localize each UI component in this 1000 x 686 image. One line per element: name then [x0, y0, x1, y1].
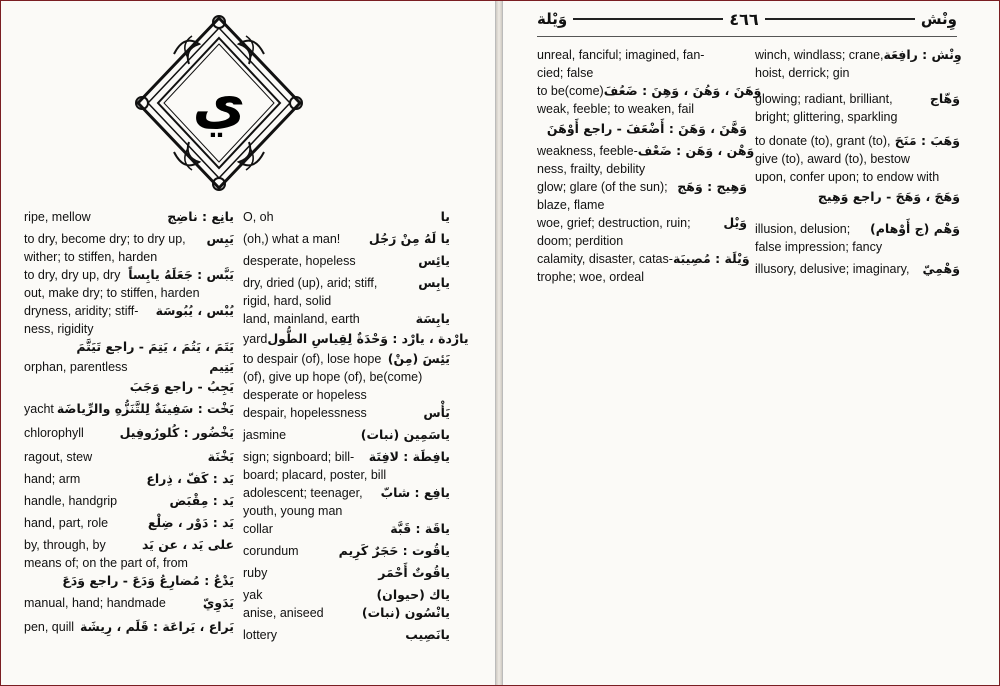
- dictionary-entry: [243, 604, 450, 622]
- entry-english: ragout, stew: [24, 450, 93, 464]
- entry-english: ness, frailty, debility: [537, 162, 646, 176]
- entry-arabic: يَبَّس : جَعَلَهُ يابِساً: [128, 267, 234, 282]
- dictionary-entry: [755, 132, 960, 150]
- entry-arabic: يَأْس: [423, 405, 450, 420]
- dictionary-entry: [243, 448, 450, 466]
- dictionary-entry: [243, 368, 450, 386]
- entry-arabic: ياقُوتٌ أَحْمَر: [378, 565, 450, 580]
- dictionary-entry: [24, 400, 234, 418]
- dictionary-entry: [243, 542, 450, 560]
- entry-arabic: ياقُوت : حَجَرٌ كَرِيم: [338, 543, 450, 558]
- entry-english: to despair (of), lose hope: [243, 352, 382, 366]
- dictionary-entry: [755, 64, 960, 82]
- header-right-word: وِنْش: [920, 10, 957, 28]
- entry-english: by, through, by: [24, 538, 106, 552]
- dictionary-entry: [537, 250, 750, 268]
- entry-arabic: يَبِس: [206, 231, 234, 246]
- entry-english: unreal, fanciful; imagined, fan-: [537, 48, 705, 62]
- dictionary-entry: [537, 196, 747, 214]
- entry-arabic: يَخْنَة: [207, 449, 234, 464]
- entry-english: O, oh: [243, 210, 274, 224]
- dictionary-entry: [243, 502, 450, 520]
- dictionary-entry: [537, 100, 747, 118]
- dictionary-entry: [755, 220, 960, 238]
- entry-english: cied; false: [537, 66, 594, 80]
- entry-arabic: ياك (حيوان): [376, 587, 450, 602]
- entry-english: out, make dry; to stiffen, harden: [24, 286, 200, 300]
- header-divider: [537, 36, 957, 37]
- entry-arabic: يَخْضُور : كُلورُوفِيل: [119, 425, 234, 440]
- entry-english: bright; glittering, sparkling: [755, 110, 898, 124]
- dictionary-entry: [24, 320, 234, 338]
- entry-english: yak: [243, 588, 263, 602]
- dictionary-entry: [537, 46, 747, 64]
- entry-english: to dry, become dry; to dry up,: [24, 232, 186, 246]
- entry-arabic: يانْسُون (نبات): [361, 605, 450, 620]
- entry-english: despair, hopelessness: [243, 406, 367, 420]
- entry-english: handle, handgrip: [24, 494, 118, 508]
- entry-english: yacht: [24, 402, 54, 416]
- entry-english: glowing; radiant, brilliant,: [755, 92, 893, 106]
- dictionary-entry: [243, 310, 450, 328]
- dictionary-entry: [755, 90, 960, 108]
- entry-arabic: وَهْمِيّ: [922, 261, 960, 276]
- entry-english: woe, grief; destruction, ruin;: [537, 216, 691, 230]
- dictionary-entry: [537, 214, 747, 232]
- entry-english: (of), give up hope (of), be(come): [243, 370, 423, 384]
- entry-arabic: يانِع : ناضِج: [167, 209, 234, 224]
- entry-english: to be(come): [537, 84, 604, 98]
- entry-arabic: وَيْلَة : مُصِيبَة: [672, 251, 750, 266]
- dictionary-entry: [537, 232, 747, 250]
- entry-english: desperate, hopeless: [243, 254, 356, 268]
- dictionary-entry: [24, 618, 234, 636]
- entry-english: calamity, disaster, catas-: [537, 252, 673, 266]
- dictionary-entry: [24, 536, 234, 554]
- entry-arabic: وَهَبَ : مَنَحَ: [894, 133, 960, 148]
- entry-arabic: يابِسَة: [415, 311, 450, 326]
- dictionary-entry: [24, 338, 234, 356]
- entry-arabic: ياقَة : قَبَّة: [390, 521, 450, 536]
- entry-english: anise, aniseed: [243, 606, 324, 620]
- entry-english: glow; glare (of the sun);: [537, 180, 668, 194]
- dictionary-entry: [537, 160, 747, 178]
- dictionary-entry: [243, 404, 450, 422]
- dictionary-entry: [243, 386, 450, 404]
- entry-english: wither; to stiffen, harden: [24, 250, 158, 264]
- dictionary-entry: [243, 292, 450, 310]
- entry-english: doom; perdition: [537, 234, 624, 248]
- entry-arabic: يانَصِيب: [405, 627, 450, 642]
- dictionary-entry: [243, 230, 450, 248]
- entry-english: trophe; woe, ordeal: [537, 270, 645, 284]
- entry-arabic: يَخْت : سَفِينَةٌ لِلتَّنَزُّهِ والرِّياضَة: [56, 401, 234, 416]
- entry-arabic: يَد : دَوْر ، ضِلْع: [147, 515, 234, 530]
- entry-arabic: وَهْن ، وَهَن : ضَعْف: [637, 143, 755, 158]
- entry-english: corundum: [243, 544, 299, 558]
- entry-arabic: وَيْل: [723, 215, 747, 230]
- dictionary-entry: [24, 448, 234, 466]
- entry-english: winch, windlass; crane,: [755, 48, 884, 62]
- dictionary-entry: [537, 82, 762, 100]
- entry-english: youth, young man: [243, 504, 343, 518]
- entry-english: weakness, feeble-: [537, 144, 638, 158]
- dictionary-entry: [24, 514, 234, 532]
- dictionary-entry: [243, 208, 450, 226]
- dictionary-entry: [537, 142, 755, 160]
- dictionary-entry: [24, 266, 234, 284]
- entry-english: give (to), award (to), bestow: [755, 152, 910, 166]
- entry-english: to donate (to), grant (to),: [755, 134, 891, 148]
- dictionary-entry: [243, 350, 450, 368]
- dictionary-entry: [243, 520, 450, 538]
- entry-arabic: ياسَمِين (نبات): [360, 427, 450, 442]
- dictionary-entry: [24, 378, 234, 396]
- dictionary-entry: [24, 470, 234, 488]
- entry-english: illusion, delusion;: [755, 222, 851, 236]
- dictionary-entry: [243, 330, 469, 348]
- entry-arabic: يافِطَة : لافِتَة: [368, 449, 450, 464]
- entry-arabic: على يَد ، عن يَد: [141, 537, 234, 552]
- dictionary-entry: [755, 46, 960, 64]
- dictionary-entry: [537, 64, 747, 82]
- entry-english: to dry, dry up, dry: [24, 268, 121, 282]
- entry-english: collar: [243, 522, 273, 536]
- dictionary-entry: [243, 586, 450, 604]
- entry-arabic: وَهَّنَ ، وَهَنَ : أَضْعَفَ - راجع أَوْهَنَ: [546, 121, 747, 136]
- entry-arabic: يَد : مِقْبَض: [169, 493, 234, 508]
- dictionary-entry: [243, 564, 450, 582]
- entry-english: pen, quill: [24, 620, 75, 634]
- dictionary-entry: [537, 120, 747, 138]
- dictionary-entry: [755, 188, 960, 206]
- dictionary-entry: [537, 268, 747, 286]
- entry-arabic: يَئِسَ (مِنْ): [387, 351, 450, 366]
- entry-english: means of; on the part of, from: [24, 556, 188, 570]
- entry-english: ripe, mellow: [24, 210, 91, 224]
- entry-english: desperate or hopeless: [243, 388, 367, 402]
- entry-english: blaze, flame: [537, 198, 605, 212]
- entry-english: ness, rigidity: [24, 322, 94, 336]
- dictionary-entry: [243, 274, 450, 292]
- entry-english: manual, hand; handmade: [24, 596, 166, 610]
- dictionary-entry: [755, 150, 960, 168]
- header-left-word: وَيْلة: [537, 10, 568, 28]
- dictionary-entry: [755, 260, 960, 278]
- entry-arabic: يا لَهُ مِنْ رَجُل: [368, 231, 450, 246]
- dictionary-entry: [24, 358, 234, 376]
- entry-arabic: يارْدة ، يارْد : وَحْدَةٌ لِقِياسِ الطُّول: [267, 331, 469, 346]
- dictionary-entry: [537, 178, 747, 196]
- dictionary-entry: [243, 484, 450, 502]
- dictionary-entry: [24, 492, 234, 510]
- entry-english: hoist, derrick; gin: [755, 66, 850, 80]
- header-rule: [765, 18, 915, 20]
- dictionary-entry: [24, 424, 234, 442]
- dictionary-entry: [755, 238, 960, 256]
- dictionary-entry: [24, 230, 234, 248]
- entry-english: false impression; fancy: [755, 240, 883, 254]
- entry-english: ruby: [243, 566, 268, 580]
- entry-arabic: يَدْعُ : مُضارِعُ وَدَعَ - راجع وَدَعَ: [62, 573, 234, 588]
- entry-english: illusory, delusive; imaginary,: [755, 262, 910, 276]
- entry-english: sign; signboard; bill-: [243, 450, 355, 464]
- entry-english: land, mainland, earth: [243, 312, 360, 326]
- entry-arabic: وَهْم (ج أَوْهام): [870, 221, 960, 236]
- dictionary-entry: [24, 284, 234, 302]
- entry-arabic: يَراع ، يَراعَة : قَلَم ، رِيشَة: [79, 619, 234, 634]
- entry-english: orphan, parentless: [24, 360, 128, 374]
- dictionary-entry: [24, 554, 234, 572]
- entry-english: upon, confer upon; to endow with: [755, 170, 940, 184]
- dictionary-entry: [243, 466, 450, 484]
- entry-arabic: يَجِبُ - راجع وَجَبَ: [129, 379, 234, 394]
- entry-english: rigid, hard, solid: [243, 294, 332, 308]
- header-rule: [573, 18, 723, 20]
- entry-arabic: يُبْس ، يُبُوسَة: [155, 303, 234, 318]
- dictionary-entry: [24, 594, 234, 612]
- entry-english: board; placard, poster, bill: [243, 468, 387, 482]
- entry-english: dry, dried (up), arid; stiff,: [243, 276, 378, 290]
- dictionary-entry: [755, 108, 960, 126]
- page-header: [537, 8, 957, 30]
- dictionary-entry: [24, 248, 234, 266]
- entry-english: adolescent; teenager,: [243, 486, 363, 500]
- dictionary-entry: [24, 572, 234, 590]
- letter-ornament: [134, 14, 304, 192]
- entry-arabic: يا: [440, 209, 450, 224]
- entry-english: (oh,) what a man!: [243, 232, 341, 246]
- entry-english: yard: [243, 332, 268, 346]
- entry-arabic: وَهَنَ ، وَهُنَ ، وَهِنَ : ضَعُفَ: [603, 83, 762, 98]
- dictionary-entry: [243, 252, 450, 270]
- dictionary-entry: [24, 302, 234, 320]
- entry-english: jasmine: [243, 428, 287, 442]
- entry-arabic: وَهِيج : وَهَج: [677, 179, 747, 194]
- dictionary-entry: [243, 426, 450, 444]
- entry-english: hand; arm: [24, 472, 81, 486]
- entry-english: dryness, aridity; stiff-: [24, 304, 139, 318]
- dictionary-entry: [243, 626, 450, 644]
- entry-english: chlorophyll: [24, 426, 84, 440]
- section-letter: ي: [192, 69, 246, 137]
- entry-arabic: وَهَجَ ، وَهَجَ - راجع وَهِيج: [817, 189, 960, 204]
- dictionary-entry: [24, 208, 234, 226]
- entry-english: lottery: [243, 628, 278, 642]
- entry-arabic: يَتَمَ ، يَتُمَ ، يَتِمَ - راجع تَيَتَّمَ: [76, 339, 234, 354]
- entry-arabic: يَد : كَفّ ، ذِراع: [146, 471, 234, 486]
- entry-arabic: يَتِيم: [209, 359, 234, 374]
- entry-arabic: يابِس: [418, 275, 450, 290]
- entry-arabic: وَهّاج: [929, 91, 960, 106]
- entry-english: hand, part, role: [24, 516, 109, 530]
- entry-arabic: يافِع : شابّ: [380, 485, 450, 500]
- page-number: ٤٦٦: [729, 9, 759, 29]
- entry-english: weak, feeble; to weaken, fail: [537, 102, 695, 116]
- entry-arabic: يَدَوِيّ: [202, 595, 234, 610]
- entry-arabic: وِنْش : رافِعَة: [883, 47, 962, 62]
- dictionary-entry: [755, 168, 960, 186]
- entry-arabic: يائِس: [418, 253, 450, 268]
